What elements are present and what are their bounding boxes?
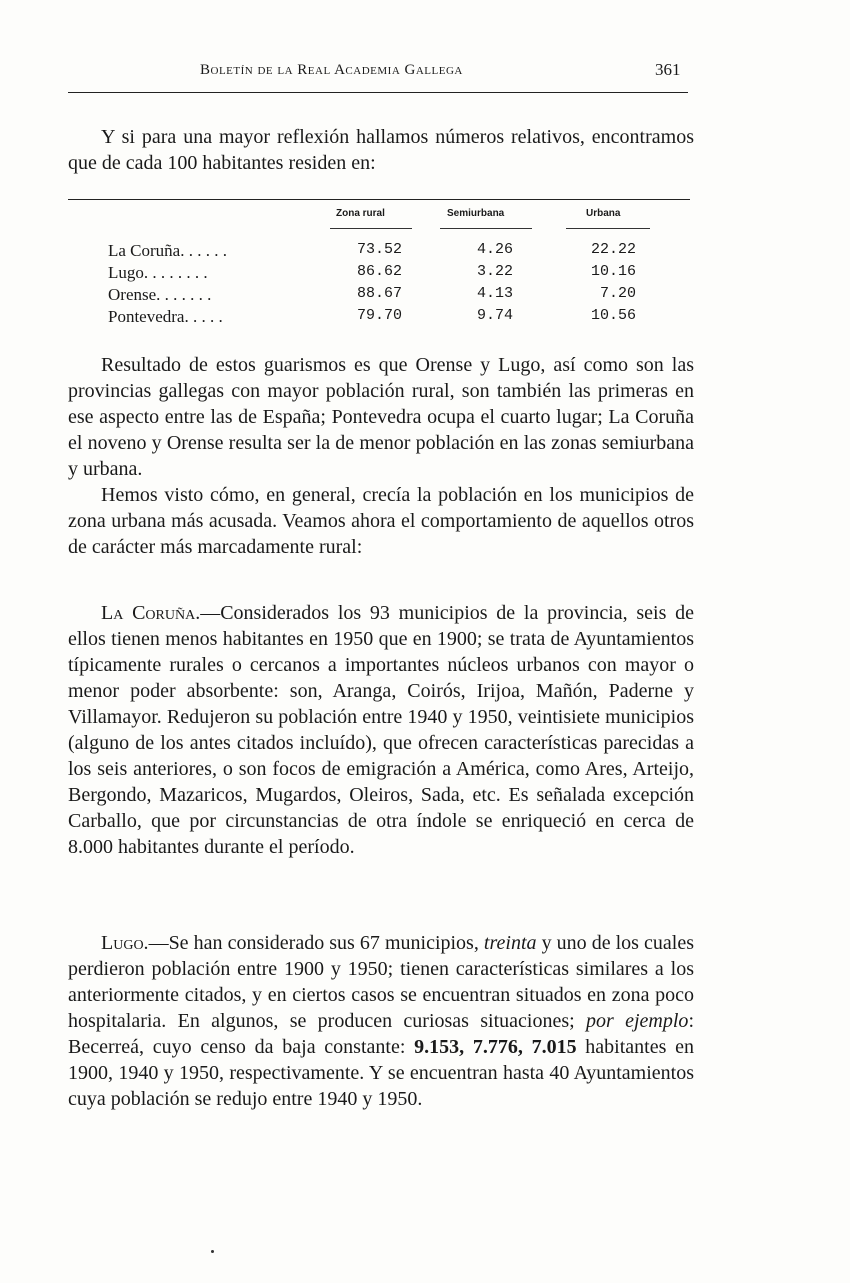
paragraph-body: habitantes en 1900, 1940 y 1950, respectivamente. Y se encuentran hasta 40 Ayuntamientos cuya población se redujo entre 1940 y 1950. xyxy=(68,1036,694,1110)
table-top-rule xyxy=(68,199,690,200)
page-number: 361 xyxy=(655,60,681,79)
paragraph-body: y uno de los cuales perdieron población entre 1900 y 1950; tienen características similares a los anteriormente citados, y en ciertos casos se encuentran situados en zona poco hospitalaria. En algunos, se producen curiosas situaciones; xyxy=(68,932,694,1032)
value-rural: 86.62 xyxy=(356,263,402,280)
value-urbana: 22.22 xyxy=(590,241,636,258)
header-rule xyxy=(68,92,688,93)
section-lead-la-coruna: La Coruña. xyxy=(101,602,201,624)
paragraph-results: Resultado de estos guarismos es que Orense y Lugo, así como son las provincias gallegas con mayor población rural, son también las primeras en ese aspecto entre las de España; Pontevedra ocupa el cuarto lugar; La Coruña el noveno y Orense resulta ser la de menor población en las zonas semiurbana y urbana. xyxy=(68,354,694,480)
province-name: La Coruña. . . . . . xyxy=(108,241,227,260)
value-rural: 73.52 xyxy=(356,241,402,258)
value-semiurbana: 4.26 xyxy=(476,241,513,258)
col-rule-rural xyxy=(330,228,412,229)
value-semiurbana: 3.22 xyxy=(476,263,513,280)
print-speck xyxy=(211,1250,214,1253)
paragraph-lugo xyxy=(68,930,694,1112)
paragraph-body: —Considerados los 93 municipios de la provincia, seis de ellos tienen menos habitantes en 1950 que en 1900; se trata de Ayuntamientos típicamente rurales o cercanos a importantes núcleos urbanos con mayor o menor poder absorbente: son, Aranga, Coirós, Irijoa, Mañón, Paderne y Villamayor. Redujeron su población entre 1940 y 1950, veintisiete municipios (alguno de los antes citados incluído), que ofrecen características parecidas a los seis anteriores, o son focos de emigración a América, como Ares, Arteijo, Bergondo, Mazaricos, Mugardos, Oleiros, Sada, etc. Es señalada excepción Carballo, que por circunstancias de otra índole se enriqueció en cerca de 8.000 habitantes durante el período. xyxy=(68,602,694,858)
paragraph-body: —Se han considerado sus 67 municipios, xyxy=(148,932,484,954)
table-row xyxy=(68,263,690,285)
value-semiurbana: 4.13 xyxy=(476,285,513,302)
province-name: Orense. . . . . . . xyxy=(108,285,212,304)
col-header-semiurbana: Semiurbana xyxy=(447,208,505,219)
paragraph-la-coruna xyxy=(68,600,694,860)
col-header-urbana: Urbana xyxy=(586,208,621,219)
census-figures: 9.153, 7.776, 7.015 xyxy=(414,1036,577,1058)
value-rural: 79.70 xyxy=(356,307,402,324)
col-header-rural: Zona rural xyxy=(336,208,385,219)
value-urbana: 7.20 xyxy=(599,285,636,302)
emphasis-text: treinta xyxy=(483,932,537,954)
section-lead-lugo: Lugo. xyxy=(101,932,149,954)
value-urbana: 10.56 xyxy=(590,307,636,324)
table-row xyxy=(68,241,690,263)
running-header: Boletín de la Real Academia Gallega xyxy=(200,62,463,78)
col-rule-semiurbana xyxy=(440,228,532,229)
emphasis-text: por ejemplo xyxy=(586,1010,689,1032)
province-name: Lugo. . . . . . . . xyxy=(108,263,208,282)
col-rule-urbana xyxy=(566,228,650,229)
intro-paragraph: Y si para una mayor reflexión hallamos números relativos, encontramos que de cada 100 habitantes residen en: xyxy=(68,126,694,174)
province-name: Pontevedra. . . . . xyxy=(108,307,223,326)
value-semiurbana: 9.74 xyxy=(476,307,513,324)
value-urbana: 10.16 xyxy=(590,263,636,280)
paragraph-body: : Becerreá, cuyo censo da baja constante: xyxy=(68,1010,694,1058)
paragraph-behaviour: Hemos visto cómo, en general, crecía la población en los municipios de zona urbana más acusada. Veamos ahora el comportamiento de aquellos otros de carácter más marcadamente rural: xyxy=(68,484,694,558)
table-row xyxy=(68,285,690,307)
table-row xyxy=(68,307,690,329)
value-rural: 88.67 xyxy=(356,285,402,302)
